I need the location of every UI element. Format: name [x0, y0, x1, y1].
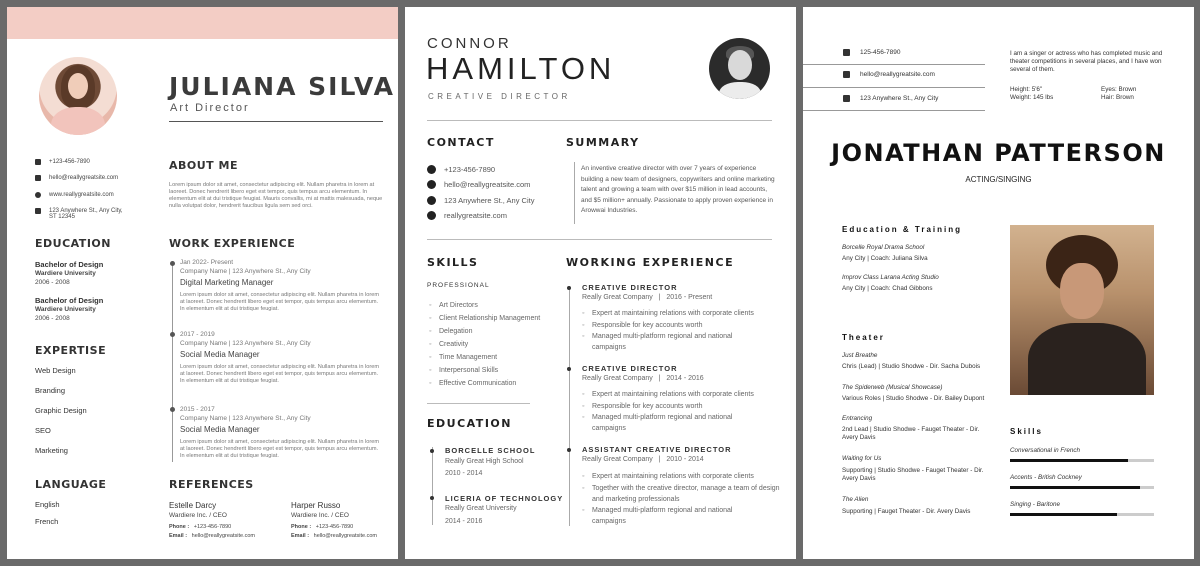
work2-meta: Really Great Company | 2014 - 2016: [582, 375, 704, 382]
profile-photo: [39, 57, 117, 135]
show2-detail: Various Roles | Studio Shodwe - Dir. Bailey Dupont: [842, 395, 985, 402]
show5: The Alien: [842, 496, 869, 503]
language-heading: LANGUAGE: [35, 478, 107, 491]
edu2-detail: Any City | Coach: Chad Gibbons: [842, 285, 933, 292]
stat-hair: Hair: Brown: [1101, 94, 1134, 101]
skill-item: ◦ Creativity: [429, 339, 468, 350]
skill-item: ◦ Interpersonal Skills: [429, 365, 498, 376]
location-icon: [427, 196, 436, 205]
expertise-item: SEO: [35, 426, 51, 435]
work3-bullet: ◦ Together with the creative director, manage a team of design and marketing professionals: [582, 483, 782, 505]
divider: [427, 403, 530, 404]
globe-icon: [427, 211, 436, 220]
expertise-item: Web Design: [35, 366, 76, 375]
education-line: [432, 447, 433, 525]
skill1-label: Conversational in French: [1010, 447, 1081, 454]
resume-jonathan-patterson: [803, 7, 1194, 559]
ref2-phone: Phone : +123-456-7890: [291, 524, 354, 530]
work2-bullet: ◦ Responsible for key accounts worth: [582, 401, 782, 412]
timeline-dot: [170, 407, 175, 412]
work3-title: Social Media Manager: [180, 425, 260, 434]
work-heading: WORKING EXPERIENCE: [566, 256, 735, 269]
work2-bullet: ◦ Managed multi-platform regional and national campaigns: [582, 412, 767, 434]
work1-title: CREATIVE DIRECTOR: [582, 283, 678, 292]
summary-heading: SUMMARY: [566, 136, 640, 149]
edu1-detail: Any City | Coach: Juliana Silva: [842, 255, 928, 262]
resume-connor-hamilton: [405, 7, 796, 559]
show1: Just Breathe: [842, 352, 878, 359]
work2-desc: Lorem ipsum dolor sit amet, consectetur adipiscing elit. Nullam pharetra in lorem at laoreet. Donec hendrerit libero eget est tempor, quis tempus arcu elementum. In elementum elit at dui tristique feugiat.: [180, 364, 379, 384]
show4-detail: Supporting | Studio Shodwe - Fauget Theater - Dir. Avery Davis: [842, 467, 984, 482]
edu1-school: BORCELLE SCHOOL: [445, 446, 536, 455]
edu2-school: Improv Class Larana Acting Studio: [842, 274, 939, 281]
expertise-item: Marketing: [35, 446, 68, 455]
contact-phone: +123-456-7890: [427, 165, 495, 174]
stat-eyes: Eyes: Brown: [1101, 86, 1137, 93]
mail-icon: [427, 180, 436, 189]
timeline-dot: [567, 448, 571, 452]
first-name: CONNOR: [427, 35, 512, 52]
contact-address: 123 Anywhere St., Any City: [427, 196, 534, 205]
timeline-dot: [170, 261, 175, 266]
work1-meta: Really Great Company | 2016 - Present: [582, 294, 713, 301]
education-heading: EDUCATION: [35, 237, 111, 250]
work-heading: WORK EXPERIENCE: [169, 237, 296, 250]
edu2-years: 2006 - 2008: [35, 315, 70, 322]
ref1-phone: Phone : +123-456-7890: [169, 524, 232, 530]
timeline-dot: [567, 367, 571, 371]
location-icon: [843, 95, 850, 102]
show3-detail: 2nd Lead | Studio Shodwe - Fauget Theater - Dir. Avery Davis: [842, 426, 980, 441]
phone-icon: [427, 165, 436, 174]
ref2-email: Email : hello@reallygreatsite.com: [291, 533, 378, 539]
skill-item: ◦ Time Management: [429, 352, 497, 363]
edu2-years: 2014 - 2016: [445, 518, 483, 525]
ref2-name: Harper Russo: [291, 501, 341, 510]
contact-phone: 125-456-7890: [843, 49, 900, 56]
show2: The Spiderweb (Musical Showcase): [842, 384, 943, 391]
work1-desc: Lorem ipsum dolor sit amet, consectetur adipiscing elit. Nullam pharetra in lorem at laoreet. Donec hendrerit libero eget est tempor, quis tempus arcu elementum. In elementum elit at dui tristique feugiat.: [180, 292, 379, 312]
skill-item: ◦ Art Directors: [429, 300, 478, 311]
work1-title: Digital Marketing Manager: [180, 278, 274, 287]
work1-bullet: ◦ Expert at maintaining relations with corporate clients: [582, 308, 782, 319]
work3-desc: Lorem ipsum dolor sit amet, consectetur adipiscing elit. Nullam pharetra in lorem at laoreet. Donec hendrerit libero eget est tempor, quis tempus arcu elementum. In elementum elit at dui tristique feugiat.: [180, 439, 379, 459]
work2-company: Company Name | 123 Anywhere St., Any City: [180, 340, 311, 347]
skill-item: ◦ Client Relationship Management: [429, 313, 540, 324]
ref1-org: Wardiere Inc. / CEO: [169, 512, 227, 519]
summary-line: [574, 162, 575, 224]
language-item: English: [35, 500, 60, 509]
skills-heading: SKILLS: [427, 256, 479, 269]
skill2-bar: [1010, 486, 1154, 489]
show3: Entrancing: [842, 415, 873, 422]
edu2-desc: Really Great University: [445, 505, 517, 512]
divider: [169, 121, 383, 122]
expertise-item: Branding: [35, 386, 66, 395]
work1-bullet: ◦ Managed multi-platform regional and national campaigns: [582, 331, 767, 353]
edu1-degree: Bachelor of Design: [35, 260, 104, 269]
education-heading: EDUCATION: [427, 417, 512, 430]
edu1-school: Wardiere University: [35, 270, 96, 277]
stat-weight: Weight: 145 lbs: [1010, 94, 1054, 101]
skill3-label: Singing - Baritone: [1010, 501, 1061, 508]
work3-dates: 2015 - 2017: [180, 406, 215, 413]
expertise-item: Graphic Design: [35, 406, 87, 415]
work1-dates: Jan 2022- Present: [180, 259, 234, 266]
ref1-email: Email : hello@reallygreatsite.com: [169, 533, 256, 539]
skills-sub: PROFESSIONAL: [427, 282, 490, 289]
phone-icon: [35, 159, 41, 165]
divider: [427, 120, 772, 121]
contact-email: hello@reallygreatsite.com: [843, 71, 935, 78]
education-heading: Education & Training: [842, 225, 963, 234]
language-item: French: [35, 517, 59, 526]
skill2-label: Accents - British Cockney: [1010, 474, 1082, 481]
edu1-school: Borcelle Royal Drama School: [842, 244, 925, 251]
subtitle: ACTING/SINGING: [965, 175, 1032, 184]
timeline-dot: [430, 496, 434, 500]
ref2-org: Wardiere Inc. / CEO: [291, 512, 349, 519]
name: JULIANA SILVA: [169, 72, 395, 101]
contact-email: hello@reallygreatsite.com: [427, 180, 530, 189]
skill3-bar: [1010, 513, 1154, 516]
work3-company: Company Name | 123 Anywhere St., Any City: [180, 415, 311, 422]
contact-address: 123 Anywhere St., Any City: [843, 95, 938, 102]
skill-item: ◦ Effective Communication: [429, 378, 516, 389]
name: JONATHAN PATTERSON: [831, 139, 1166, 167]
show5-detail: Supporting | Fauget Theater - Dir. Avery Davis: [842, 508, 971, 515]
edu1-years: 2010 - 2014: [445, 470, 483, 477]
header-band: [7, 7, 398, 39]
references-heading: REFERENCES: [169, 478, 254, 491]
mail-icon: [843, 71, 850, 78]
divider: [803, 110, 985, 111]
contact-phone: +123-456-7890: [35, 159, 90, 165]
contact-web: reallygreatsite.com: [427, 211, 507, 220]
skill1-bar: [1010, 459, 1154, 462]
edu1-desc: Really Great High School: [445, 458, 524, 465]
job-title: CREATIVE DIRECTOR: [428, 92, 571, 101]
work-line: [569, 286, 570, 526]
about-heading: ABOUT ME: [169, 159, 238, 172]
last-name: HAMILTON: [426, 51, 616, 86]
contact-heading: CONTACT: [427, 136, 495, 149]
divider: [803, 64, 985, 65]
work2-bullet: ◦ Expert at maintaining relations with corporate clients: [582, 389, 782, 400]
skills-heading: Skills: [1010, 427, 1043, 436]
edu2-school: LICERIA OF TECHNOLOGY: [445, 494, 564, 503]
location-icon: [35, 208, 41, 214]
show1-detail: Chris (Lead) | Studio Shodwe - Dir. Sacha Dubois: [842, 363, 981, 370]
resume-juliana-silva: [7, 7, 398, 559]
timeline-line: [172, 262, 173, 462]
divider: [427, 239, 772, 240]
theater-heading: Theater: [842, 333, 885, 342]
edu2-school: Wardiere University: [35, 306, 96, 313]
skill-item: ◦ Delegation: [429, 326, 472, 337]
edu1-years: 2006 - 2008: [35, 279, 70, 286]
summary-text: An inventive creative director with over 7 years of experience building a new team of designers, copywriters and online marketing talent and growing a team with over $15 million in lead accounts, and $5 million+ annually. Passionate to apply proven experience in Arowwai Industries.: [581, 165, 775, 214]
contact-address: 123 Anywhere St., Any City, ST 12345: [35, 208, 123, 220]
expertise-heading: EXPERTISE: [35, 344, 107, 357]
work2-title: CREATIVE DIRECTOR: [582, 364, 678, 373]
work3-bullet: ◦ Expert at maintaining relations with corporate clients: [582, 471, 782, 482]
contact-email: hello@reallygreatsite.com: [35, 175, 118, 181]
phone-icon: [843, 49, 850, 56]
mail-icon: [35, 175, 41, 181]
work1-bullet: ◦ Responsible for key accounts worth: [582, 320, 782, 331]
globe-icon: [35, 192, 41, 198]
work1-company: Company Name | 123 Anywhere St., Any City: [180, 268, 311, 275]
show4: Waiting for Us: [842, 455, 882, 462]
edu2-degree: Bachelor of Design: [35, 296, 104, 305]
work3-bullet: ◦ Managed multi-platform regional and national campaigns: [582, 505, 767, 527]
about-text: Lorem ipsum dolor sit amet, consectetur adipiscing elit. Nullam pharetra in lorem at laoreet. Donec hendrerit libero eget est tempor, quis tempus arcu elementum. In elementum elit at dui tristique feugiat. Mauris convallis, mi at mattis malesuada, neque nulla volutpat dolor, hendrerit faucibus ligula sem sed orci.: [169, 182, 383, 209]
timeline-dot: [567, 286, 571, 290]
bio: I am a singer or actress who has completed music and theater competitions in several places, and I have won several of them.: [1010, 50, 1163, 73]
work2-dates: 2017 - 2019: [180, 331, 215, 338]
divider: [803, 87, 985, 88]
work2-title: Social Media Manager: [180, 350, 260, 359]
timeline-dot: [430, 449, 434, 453]
contact-web: www.reallygreatsite.com: [35, 192, 114, 198]
ref1-name: Estelle Darcy: [169, 501, 217, 510]
profile-photo: [709, 38, 770, 99]
headshot-photo: [1010, 225, 1154, 395]
stat-height: Height: 5'6": [1010, 86, 1043, 93]
work3-meta: Really Great Company | 2010 - 2014: [582, 456, 704, 463]
work3-title: ASSISTANT CREATIVE DIRECTOR: [582, 445, 732, 454]
role: Art Director: [170, 102, 250, 114]
timeline-dot: [170, 332, 175, 337]
